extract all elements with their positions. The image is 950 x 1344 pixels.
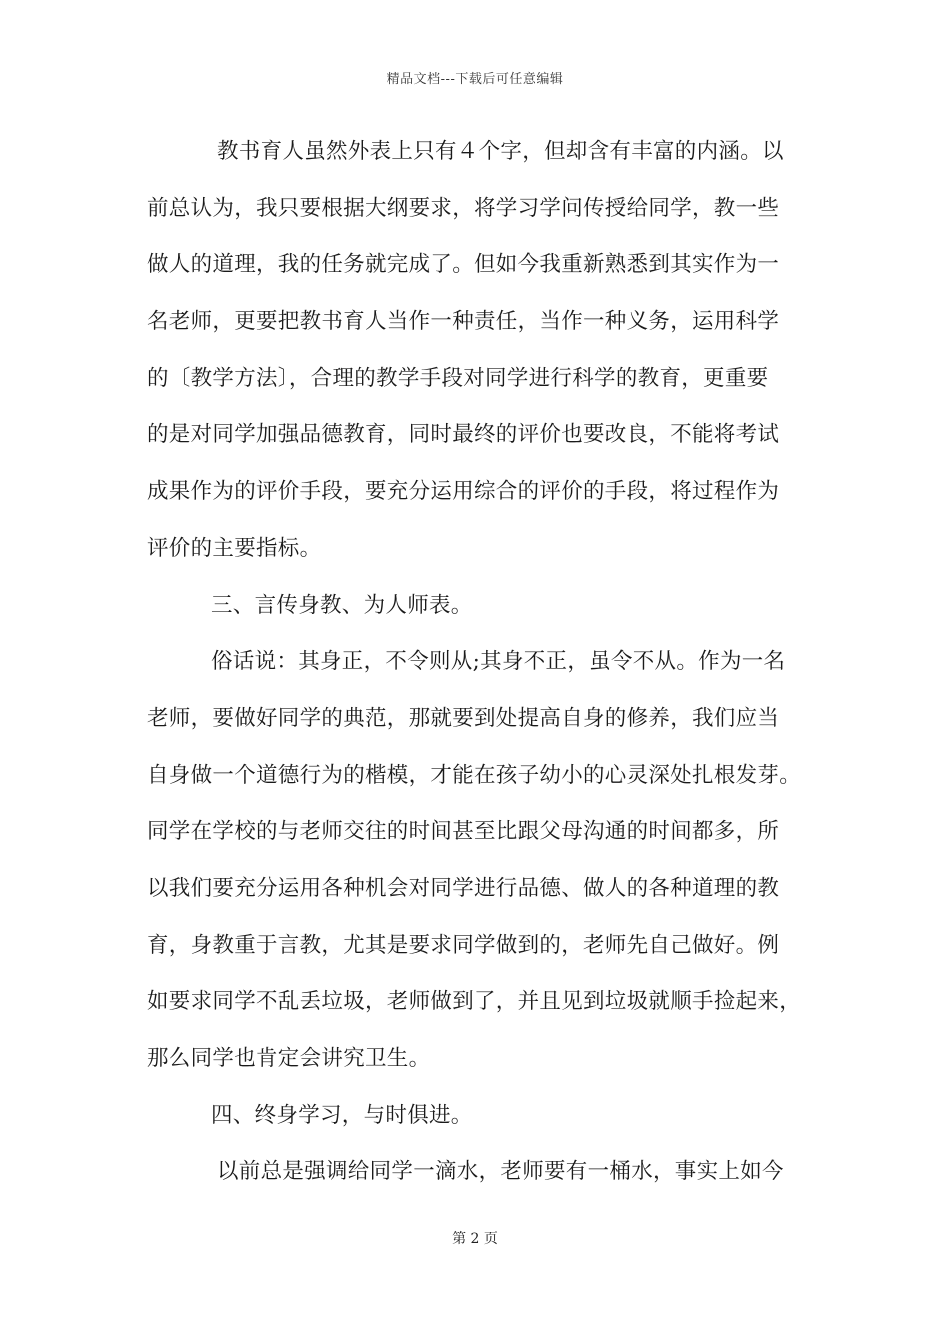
- text-line: 前总认为，我只要根据大纲要求，将学习学问传授给同学，教一些: [147, 195, 780, 221]
- text-line: 成果作为的评价手段，要充分运用综合的评价的手段，将过程作为: [147, 479, 780, 505]
- text-line: 如要求同学不乱丢垃圾，老师做到了，并且见到垃圾就顺手捡起来，: [147, 989, 802, 1015]
- page-header: 精品文档---下载后可任意编辑: [386, 72, 564, 87]
- text-line: 自身做一个道德行为的楷模，才能在孩子幼小的心灵深处扎根发芽。: [147, 762, 802, 788]
- text-line: 的〔教学方法〕，合理的教学手段对同学进行科学的教育，更重要: [147, 365, 769, 391]
- text-line: 以我们要充分运用各种机会对同学进行品德、做人的各种道理的教: [147, 875, 780, 901]
- text-line: 老师，要做好同学的典范，那就要到处提高自身的修养，我们应当: [147, 705, 780, 731]
- text-line: 那么同学也肯定会讲究卫生。: [147, 1046, 431, 1071]
- text-line: 做人的道理，我的任务就完成了。但如今我重新熟悉到其实作为一: [147, 252, 780, 278]
- text-line: 俗话说：其身正，不令则从;其身不正，虽令不从。作为一名: [211, 649, 786, 675]
- document-body: [147, 130, 813, 1207]
- text-line: 的是对同学加强品德教育，同时最终的评价也要改良，不能将考试: [147, 422, 780, 448]
- text-line: 同学在学校的与老师交往的时间甚至比跟父母沟通的时间都多，所: [147, 819, 780, 845]
- text-line: 名老师，更要把教书育人当作一种责任，当作一种义务，运用科学: [147, 309, 780, 335]
- text-line: 四、终身学习，与时俱进。: [211, 1102, 473, 1128]
- page-number: 第 2 页: [452, 1231, 498, 1247]
- text-line: 育，身教重于言教，尤其是要求同学做到的，老师先自己做好。例: [147, 932, 780, 958]
- text-line: 三、言传身教、为人师表。: [211, 592, 473, 618]
- text-line: 评价的主要指标。: [147, 535, 322, 561]
- text-line: 教书育人虽然外表上只有４个字，但却含有丰富的内涵。以: [217, 139, 784, 164]
- text-line: 以前总是强调给同学一滴水，老师要有一桶水，事实上如今: [217, 1159, 784, 1185]
